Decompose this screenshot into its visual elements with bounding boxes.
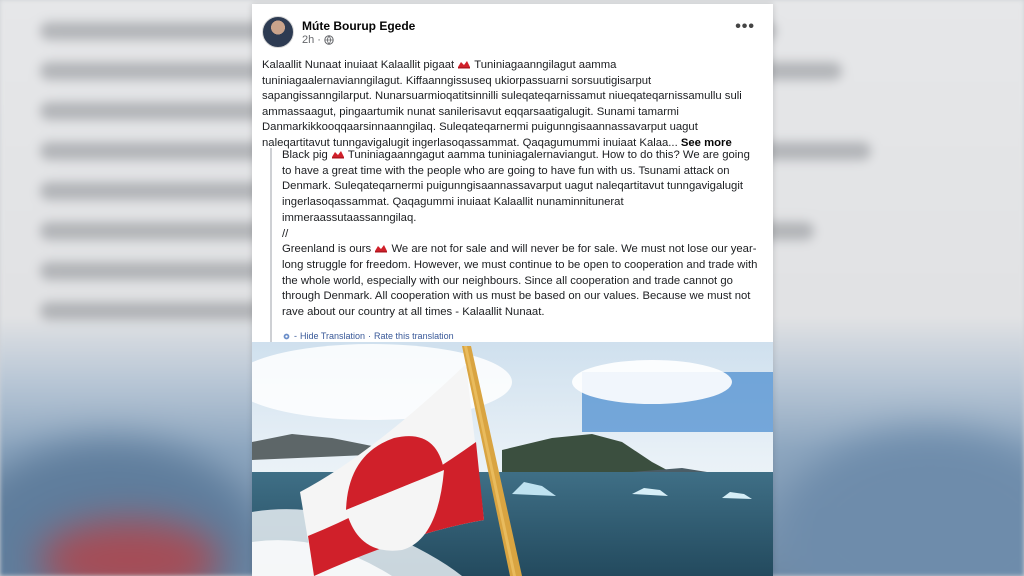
translation-separator: //	[282, 227, 289, 240]
see-more-link[interactable]: See more	[680, 136, 732, 149]
translation-paragraph-1: Black pig Tuniniagaanngagut aamma tuniniagalernaviangut. How to do this? We are going to have a great time with the people who are going to have fun with us. Tsunami attack on Denmark. Suleqateqarnermi puigunngisaannassavarput uagut naleqartitavut tunngavigalugit ingerlasoqassammat. Qaqagummi inuiaat Kalaallit nunaminnitunerat immeraassutaassanngilaq.	[282, 149, 750, 224]
hide-translation-link[interactable]: Hide Translation	[300, 330, 366, 341]
translation-paragraph-2: Greenland is ours We are not for sale and will never be for sale. We must not lose our year-long struggle for freedom. However, we must continue to be open to cooperation and trade with the whole world, especially with our neighbours. Since all cooperation and trade cannot go through Denmark. All cooperation with us must be based on our values. Because we must not rave about our country at all times - Kalaallit Nunaat.	[282, 243, 758, 319]
translation-block	[270, 148, 760, 344]
post-time[interactable]: 2h	[302, 34, 315, 46]
post-photo[interactable]	[252, 342, 773, 576]
post-header	[262, 16, 763, 50]
post-text-rest: tuniniagaalernavianngilagut. Kiffaanngissuseq ukiorpassuarni sorsuutigisarput sapangissanngilarput. Nunarsuarmioqatitsinnilli suleqateqarnissamut niueqateqarnissamullu suli ammassaagut, pingaartumik nunat sanilerisavut eqqarsaatigalugit. Sunami tamarmi Danmarkikkooqqaarsinnaanngilaq. Suleqateqarnermi puigunngisaannassavarput uagut naleqartitavut tunngavigalugit ingerlasoqassammat. Qaqagumummi inuiaat Kalaa...	[262, 74, 742, 149]
heart-flag-icon	[457, 60, 471, 69]
avatar[interactable]	[262, 16, 294, 48]
post-body	[262, 58, 754, 152]
author-name[interactable]: Múte Bourup Egede	[302, 19, 416, 33]
post-text-line1-rest: Tuniniagaanngilagut aamma	[474, 59, 617, 71]
post-text-start: Kalaallit Nunaat inuiaat Kalaallit pigaat	[262, 59, 455, 71]
translation-links: - Hide Translation · Rate this translation	[282, 329, 760, 345]
post-meta: 2h ·	[302, 34, 334, 46]
rate-translation-link[interactable]: Rate this translation	[374, 330, 454, 341]
globe-icon	[324, 35, 334, 45]
heart-flag-icon	[331, 150, 345, 159]
facebook-post	[252, 4, 773, 576]
gear-icon	[282, 332, 291, 341]
more-options-icon[interactable]: •••	[735, 18, 755, 35]
flag-photo-illustration	[252, 342, 773, 576]
heart-flag-icon	[374, 244, 388, 253]
